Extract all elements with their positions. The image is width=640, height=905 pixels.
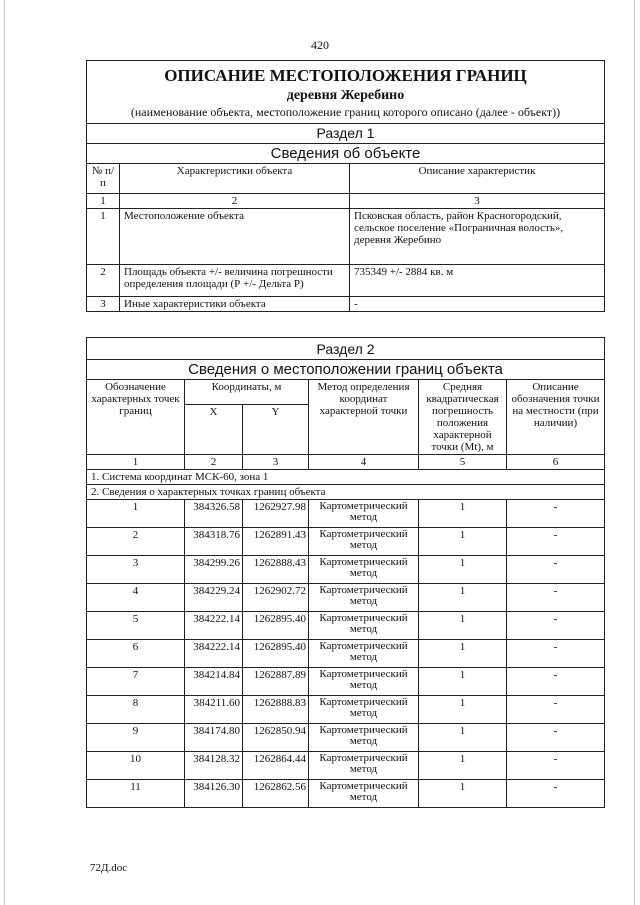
point-number: 7 (87, 668, 185, 696)
col-header-method: Метод определения координат характерной точки (309, 380, 419, 455)
table-row (87, 668, 605, 696)
method-cell: Картометрический метод (309, 528, 419, 556)
document-subtitle: (наименование объекта, местоположение границ которого описано (далее - объект)) (130, 105, 561, 119)
points-heading-row: 2. Сведения о характерных точках границ объекта (87, 485, 605, 500)
marker-cell: - (507, 668, 605, 696)
scan-edge-right (634, 0, 635, 905)
error-cell: 1 (419, 612, 507, 640)
index-cell: 5 (419, 455, 507, 470)
characteristic-cell: Иные характеристики объекта (120, 297, 350, 312)
method-cell: Картометрический метод (309, 752, 419, 780)
error-cell: 1 (419, 696, 507, 724)
marker-cell: - (507, 556, 605, 584)
characteristic-cell: Площадь объекта +/- величина погрешности определения площади (Р +/- Дельта Р) (120, 265, 350, 297)
error-cell: 1 (419, 668, 507, 696)
index-cell: 3 (243, 455, 309, 470)
col-header-y: Y (243, 405, 309, 455)
scan-edge-left (4, 0, 5, 905)
method-cell: Картометрический метод (309, 696, 419, 724)
method-cell: Картометрический метод (309, 556, 419, 584)
error-cell: 1 (419, 584, 507, 612)
section1-subtitle: Сведения об объекте (87, 144, 605, 164)
x-coordinate: 384222.14 (185, 640, 243, 668)
method-cell: Картометрический метод (309, 584, 419, 612)
index-cell: 6 (507, 455, 605, 470)
y-coordinate: 1262895.40 (243, 612, 309, 640)
row-number: 1 (87, 209, 120, 265)
error-cell: 1 (419, 724, 507, 752)
error-cell: 1 (419, 528, 507, 556)
col-header-point: Обозначение характерных точек границ (87, 380, 185, 455)
point-number: 11 (87, 780, 185, 808)
marker-cell: - (507, 752, 605, 780)
section2-table (86, 337, 605, 808)
method-cell: Картометрический метод (309, 668, 419, 696)
x-coordinate: 384229.24 (185, 584, 243, 612)
point-number: 6 (87, 640, 185, 668)
x-coordinate: 384174.80 (185, 724, 243, 752)
x-coordinate: 384299.26 (185, 556, 243, 584)
col-header-description: Описание характеристик (350, 164, 605, 194)
section1-table (86, 60, 605, 312)
x-coordinate: 384222.14 (185, 612, 243, 640)
point-number: 9 (87, 724, 185, 752)
y-coordinate: 1262891.43 (243, 528, 309, 556)
x-coordinate: 384318.76 (185, 528, 243, 556)
y-coordinate: 1262927.98 (243, 500, 309, 528)
marker-cell: - (507, 780, 605, 808)
table-row (87, 752, 605, 780)
point-number: 3 (87, 556, 185, 584)
y-coordinate: 1262902.72 (243, 584, 309, 612)
y-coordinate: 1262850.94 (243, 724, 309, 752)
point-number: 10 (87, 752, 185, 780)
document-header (87, 61, 605, 124)
marker-cell: - (507, 696, 605, 724)
description-cell: - (350, 297, 605, 312)
x-coordinate: 384214.84 (185, 668, 243, 696)
col-header-marker: Описание обозначения точки на местности (при наличии) (507, 380, 605, 455)
description-cell: 735349 +/- 2884 кв. м (350, 265, 605, 297)
col-header-coordinates: Координаты, м (185, 380, 309, 405)
table-row (87, 584, 605, 612)
table-row (87, 500, 605, 528)
object-name: деревня Жеребино (286, 88, 405, 103)
marker-cell: - (507, 500, 605, 528)
section1-title: Раздел 1 (87, 124, 605, 144)
method-cell: Картометрический метод (309, 780, 419, 808)
table-row (87, 297, 605, 312)
table-row (87, 612, 605, 640)
marker-cell: - (507, 584, 605, 612)
error-cell: 1 (419, 500, 507, 528)
method-cell: Картометрический метод (309, 500, 419, 528)
table-row (87, 696, 605, 724)
col-header-x: X (185, 405, 243, 455)
point-number: 4 (87, 584, 185, 612)
x-coordinate: 384211.60 (185, 696, 243, 724)
point-number: 2 (87, 528, 185, 556)
table-row (87, 209, 605, 265)
marker-cell: - (507, 640, 605, 668)
error-cell: 1 (419, 752, 507, 780)
x-coordinate: 384126.30 (185, 780, 243, 808)
row-number: 2 (87, 265, 120, 297)
point-number: 5 (87, 612, 185, 640)
table-row (87, 724, 605, 752)
y-coordinate: 1262888.43 (243, 556, 309, 584)
index-cell: 3 (350, 194, 605, 209)
method-cell: Картометрический метод (309, 612, 419, 640)
index-cell: 4 (309, 455, 419, 470)
point-number: 8 (87, 696, 185, 724)
y-coordinate: 1262862.56 (243, 780, 309, 808)
section2-subtitle: Сведения о местоположении границ объекта (87, 360, 605, 380)
error-cell: 1 (419, 556, 507, 584)
method-cell: Картометрический метод (309, 724, 419, 752)
y-coordinate: 1262864.44 (243, 752, 309, 780)
page-number: 420 (311, 38, 329, 52)
points-body (87, 500, 605, 808)
row-number: 3 (87, 297, 120, 312)
file-name: 72Д.doc (90, 862, 128, 874)
y-coordinate: 1262888.83 (243, 696, 309, 724)
col-header-error: Средняя квадратическая погрешность положения характерной точки (Mt), м (419, 380, 507, 455)
table-row (87, 556, 605, 584)
x-coordinate: 384128.32 (185, 752, 243, 780)
index-cell: 1 (87, 455, 185, 470)
index-cell: 1 (87, 194, 120, 209)
document-title: ОПИСАНИЕ МЕСТОПОЛОЖЕНИЯ ГРАНИЦ (164, 66, 527, 85)
section2-title: Раздел 2 (87, 338, 605, 360)
index-cell: 2 (185, 455, 243, 470)
table-row (87, 265, 605, 297)
characteristic-cell: Местоположение объекта (120, 209, 350, 265)
method-cell: Картометрический метод (309, 640, 419, 668)
point-number: 1 (87, 500, 185, 528)
x-coordinate: 384326.58 (185, 500, 243, 528)
marker-cell: - (507, 724, 605, 752)
y-coordinate: 1262887.89 (243, 668, 309, 696)
description-cell: Псковская область, район Красногородский, сельское поселение «Пограничная волость», деревня Жеребино (350, 209, 605, 265)
marker-cell: - (507, 528, 605, 556)
col-header-num: № п/п (87, 164, 120, 194)
y-coordinate: 1262895.40 (243, 640, 309, 668)
table-row (87, 640, 605, 668)
marker-cell: - (507, 612, 605, 640)
coordinate-system-row: 1. Система координат МСК-60, зона 1 (87, 470, 605, 485)
error-cell: 1 (419, 780, 507, 808)
col-header-characteristic: Характеристики объекта (120, 164, 350, 194)
index-cell: 2 (120, 194, 350, 209)
table-row (87, 780, 605, 808)
table-row (87, 528, 605, 556)
error-cell: 1 (419, 640, 507, 668)
